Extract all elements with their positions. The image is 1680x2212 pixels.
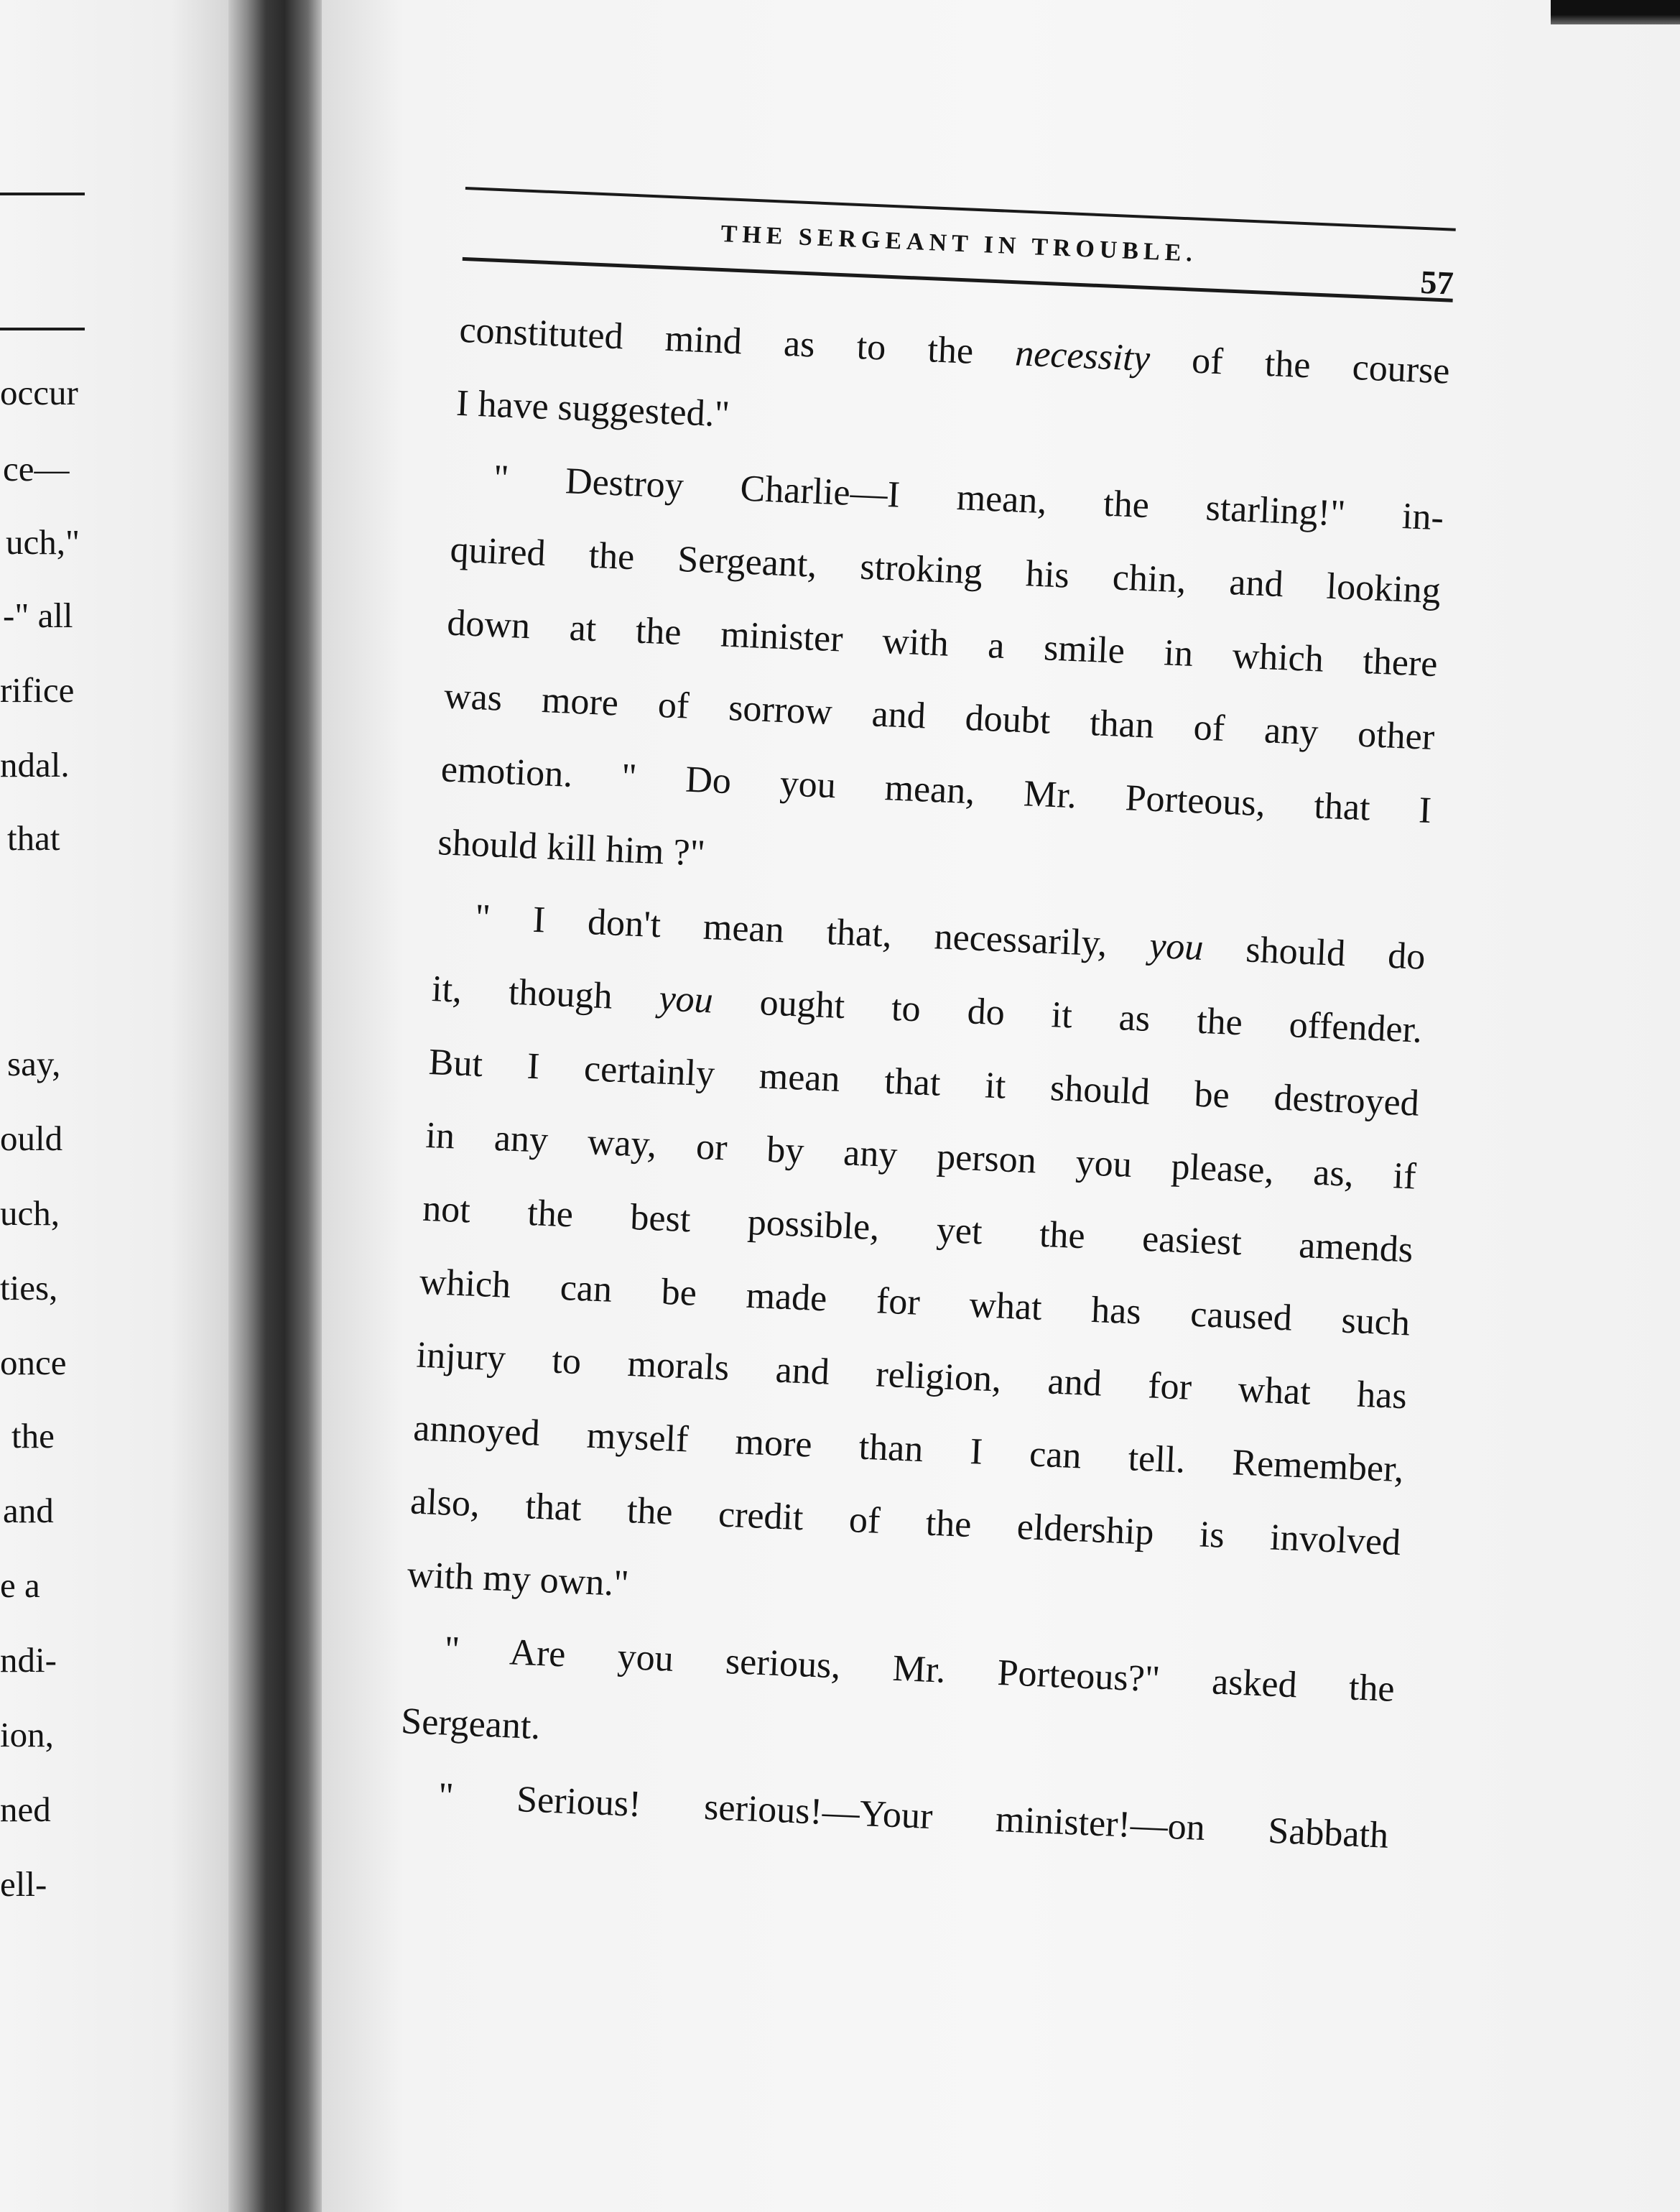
left-page-line: ould (0, 1119, 63, 1158)
left-page-rule-top (0, 193, 85, 195)
text-line: Sergeant. (400, 1700, 542, 1748)
left-page-line: ce— (3, 449, 70, 489)
left-page-line: ned (0, 1790, 51, 1829)
left-page-line: say, (7, 1044, 61, 1083)
left-page-line: occur (0, 373, 78, 412)
text-line: " Destroy Charlie—I mean, the starling!" in- (492, 458, 1445, 539)
text-line: " I don't mean that, necessarily, you should do (474, 897, 1426, 978)
right-page (322, 0, 1680, 2212)
page-text-block (396, 187, 1456, 1873)
left-page-line: uch," (6, 522, 80, 562)
page-number: 57 (1419, 263, 1454, 302)
left-page-line: ties, (0, 1268, 58, 1308)
text-line: constituted mind as to the necessity of the course (458, 309, 1451, 392)
text-line: But I certainly mean that it should be destroyed (427, 1041, 1420, 1124)
left-page-line: and (3, 1491, 54, 1530)
left-page-line: e a (0, 1565, 40, 1605)
text-line: was more of sorrow and doubt than of any other (443, 675, 1436, 759)
left-page-line: rifice (0, 670, 75, 710)
body-text (396, 294, 1451, 1873)
text-line: I have suggested." (455, 382, 731, 435)
left-page-line: uch, (0, 1193, 60, 1233)
left-page-line: that (7, 818, 60, 858)
text-line: not the best possible, yet the easiest amends (422, 1188, 1414, 1271)
text-line: down at the minister with a smile in which there (446, 602, 1439, 685)
left-facing-page (0, 0, 244, 2212)
text-line: with my own." (406, 1554, 630, 1605)
text-line: " Are you serious, Mr. Porteous?" asked the (443, 1629, 1396, 1710)
left-page-line: -" all (3, 596, 73, 635)
left-page-line: the (11, 1416, 55, 1456)
running-title: THE SERGEANT IN TROUBLE. (720, 220, 1198, 267)
text-line: " Serious! serious!—Your minister!—on Sabbath (437, 1775, 1390, 1856)
book-gutter (228, 0, 322, 2212)
text-line: injury to morals and religion, and for what has (415, 1334, 1408, 1417)
left-page-line: ndal. (0, 745, 70, 785)
left-page-rule-bottom (0, 328, 85, 330)
left-page-line: once (0, 1343, 67, 1382)
text-line: quired the Sergeant, stroking his chin, and looking (449, 529, 1442, 612)
text-line: also, that the credit of the eldership is involved (409, 1481, 1402, 1564)
text-line: should kill him ?" (437, 822, 706, 874)
left-page-line: ell- (0, 1864, 47, 1904)
text-line: emotion. " Do you mean, Mr. Porteous, that I (440, 749, 1433, 832)
text-line: which can be made for what has caused such (418, 1261, 1411, 1344)
left-page-line: ion, (0, 1715, 54, 1754)
text-line: in any way, or by any person you please, as, if (424, 1114, 1417, 1198)
page-top-edge-shadow (1551, 0, 1680, 24)
text-line: annoyed myself more than I can tell. Remember, (412, 1407, 1405, 1491)
text-line: it, though you ought to do it as the offender. (431, 968, 1424, 1051)
left-page-line: ndi- (0, 1640, 57, 1680)
